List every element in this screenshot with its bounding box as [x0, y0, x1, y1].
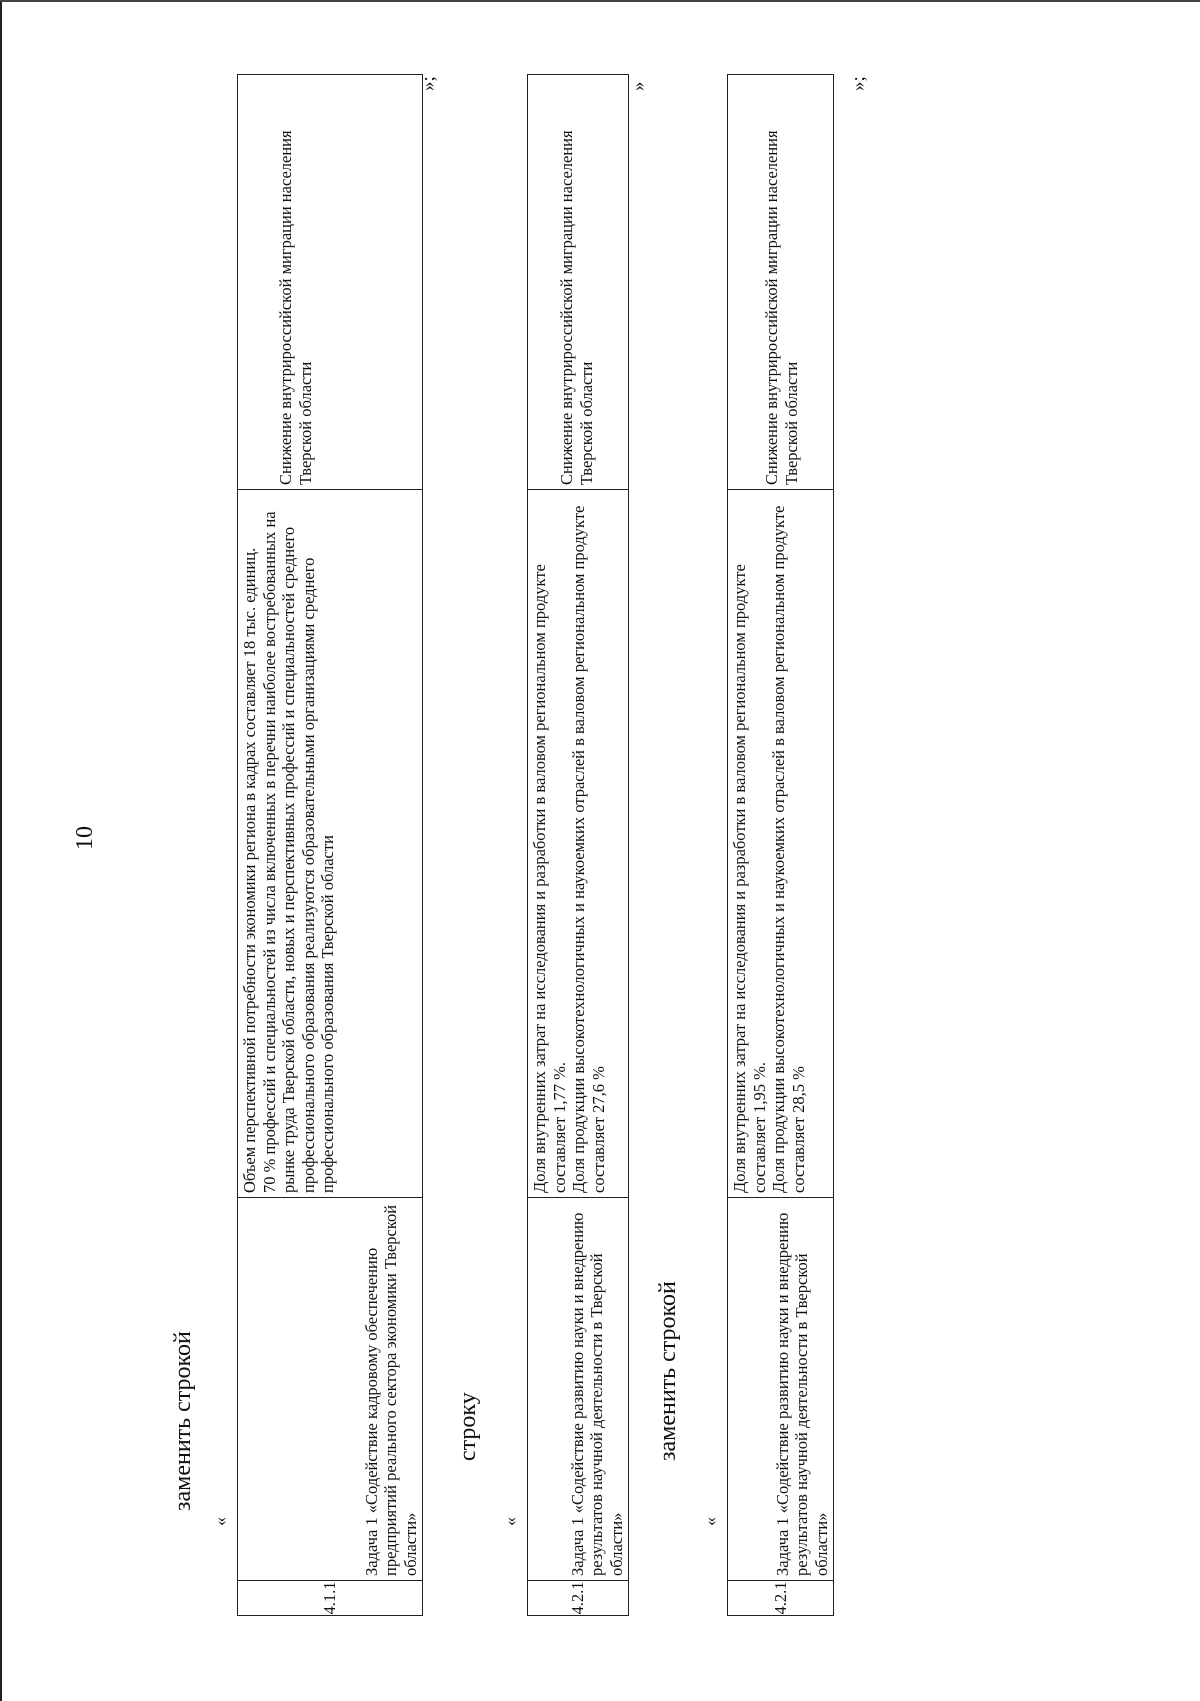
section-1-open-quote: « — [210, 1517, 230, 1526]
row-number: 4.2.1 — [728, 1581, 834, 1616]
indicators-cell — [528, 490, 629, 1198]
result-cell — [728, 75, 834, 490]
section-2-close-quote: » — [628, 81, 649, 91]
result-text: Снижение внутрироссийской миграции населения Тверской области — [557, 130, 596, 485]
table-row — [728, 75, 834, 1616]
task-cell: Задача 1 «Содействие развитию науки и внедрению результатов научной деятельности в Тверской области» — [528, 1198, 629, 1581]
section-3-table — [727, 74, 834, 1616]
indicator-line: Доля продукции высокотехнологичных и наукоемких отраслей в валовом региональном продукте составляет 27,6 % — [569, 505, 608, 1193]
result-text: Снижение внутрироссийской миграции населения Тверской области — [276, 130, 315, 485]
table-row — [528, 75, 629, 1616]
section-2-table — [527, 74, 629, 1616]
indicator-line: Доля продукции высокотехнологичных и наукоемких отраслей в валовом региональном продукте составляет 28,5 % — [769, 505, 808, 1193]
result-cell — [238, 75, 423, 490]
indicator-line: 70 % профессий и специальностей из числа включенных в перечни наиболее востребованных на рынке труда Тверской области, новых и перспективных профессий и специальностей среднего профессионального образования реализуются образовательными организациями среднего профессионального образования Тверской области — [259, 511, 337, 1193]
indicators-cell — [728, 490, 834, 1198]
section-3-close-quote: »; — [848, 76, 869, 91]
section-1-close-quote: »; — [418, 76, 439, 91]
table-row — [238, 75, 423, 1616]
section-1-heading: заменить строкой — [170, 1331, 196, 1511]
section-1-table — [237, 74, 423, 1616]
indicator-line: Доля внутренних затрат на исследования и разработки в валовом региональном продукте составляет 1,77 %. — [530, 564, 569, 1193]
task-cell: Задача 1 «Содействие развитию науки и внедрению результатов научной деятельности в Тверской области» — [728, 1198, 834, 1581]
result-cell — [528, 75, 629, 490]
section-3-heading: заменить строкой — [655, 1281, 681, 1461]
indicator-line: Доля внутренних затрат на исследования и разработки в валовом региональном продукте составляет 1,95 %. — [730, 564, 769, 1193]
result-text: Снижение внутрироссийской миграции населения Тверской области — [762, 130, 801, 485]
task-cell: Задача 1 «Содействие кадровому обеспечению предприятий реального сектора экономики Тверской области» — [238, 1198, 423, 1581]
row-number: 4.1.1 — [238, 1581, 423, 1616]
indicators-cell — [238, 490, 423, 1198]
indicator-line: Объем перспективной потребности экономики региона в кадрах составляет 18 тыс. единиц. — [240, 547, 259, 1193]
section-2-open-quote: « — [500, 1517, 520, 1526]
section-2-heading: строку — [455, 1392, 481, 1461]
row-number: 4.2.1 — [528, 1581, 629, 1616]
page-number: 10 — [72, 826, 98, 850]
section-3-open-quote: « — [700, 1517, 720, 1526]
